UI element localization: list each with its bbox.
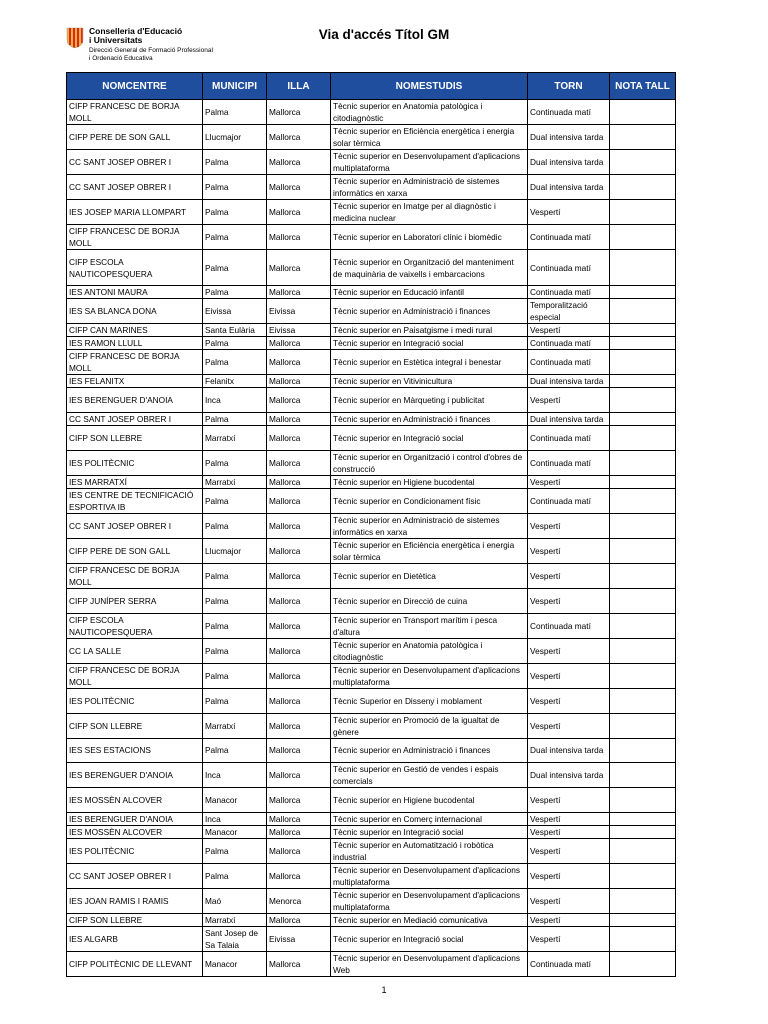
torn-cell: Dual intensiva tarda [528,175,610,200]
illa-cell: Mallorca [267,588,331,613]
torn-cell: Continuada matí [528,952,610,977]
torn-cell: Dual intensiva tarda [528,413,610,426]
table-row [67,613,676,638]
column-header-illa: ILLA [267,73,331,100]
illa-cell: Mallorca [267,563,331,588]
nota-tall-cell [610,413,676,426]
municipi-cell: Marratxí [203,426,267,451]
torn-cell: Vespertí [528,538,610,563]
estudis-cell: Tècnic superior en Direcció de cuina [331,588,528,613]
estudis-cell: Tècnic superior en Desenvolupament d'aplicacions multiplataforma [331,663,528,688]
torn-cell: Dual intensiva tarda [528,738,610,763]
centre-cell: IES ALGARB [67,927,203,952]
municipi-cell: Palma [203,175,267,200]
table-row [67,475,676,488]
centre-cell: IES MOSSÈN ALCOVER [67,788,203,813]
centre-cell: CC SANT JOSEP OBRER I [67,175,203,200]
centre-cell: CIFP PERE DE SON GALL [67,538,203,563]
illa-cell: Mallorca [267,952,331,977]
centre-cell: IES POLITÈCNIC [67,688,203,713]
nota-tall-cell [610,889,676,914]
torn-cell: Continuada matí [528,337,610,350]
estudis-cell: Tècnic superior en Anatomia patològica i citodiagnòstic [331,100,528,125]
centre-cell: IES CENTRE DE TECNIFICACIÓ ESPORTIVA IB [67,488,203,513]
municipi-cell: Santa Eulària [203,324,267,337]
table-row [67,927,676,952]
estudis-cell: Tècnic superior en Gestió de vendes i espais comercials [331,763,528,788]
illa-cell: Mallorca [267,613,331,638]
torn-cell: Vespertí [528,324,610,337]
centre-cell: CIFP FRANCESC DE BORJA MOLL [67,100,203,125]
table-row [67,688,676,713]
nota-tall-cell [610,588,676,613]
table-row [67,864,676,889]
nota-tall-cell [610,663,676,688]
estudis-cell: Tècnic superior en Laboratori clínic i biomèdic [331,225,528,250]
illa-cell: Mallorca [267,125,331,150]
illa-cell: Mallorca [267,839,331,864]
torn-cell: Vespertí [528,914,610,927]
estudis-cell: Tècnic superior en Organització del manteniment de maquinària de vaixells i embarcacions [331,250,528,286]
nota-tall-cell [610,538,676,563]
nota-tall-cell [610,839,676,864]
illa-cell: Mallorca [267,688,331,713]
illa-cell: Mallorca [267,225,331,250]
illa-cell: Mallorca [267,388,331,413]
table-row [67,713,676,738]
table-row [67,375,676,388]
centre-cell: CIFP JUNÍPER SERRA [67,588,203,613]
estudis-cell: Tècnic superior en Condicionament físic [331,488,528,513]
municipi-cell: Inca [203,813,267,826]
illa-cell: Mallorca [267,914,331,927]
centre-cell: CC SANT JOSEP OBRER I [67,513,203,538]
nota-tall-cell [610,286,676,299]
illa-cell: Mallorca [267,100,331,125]
nota-tall-cell [610,927,676,952]
torn-cell: Vespertí [528,864,610,889]
table-row [67,788,676,813]
torn-cell: Dual intensiva tarda [528,763,610,788]
centre-cell: CC LA SALLE [67,638,203,663]
torn-cell: Vespertí [528,663,610,688]
table-row [67,488,676,513]
torn-cell: Continuada matí [528,613,610,638]
table-row [67,150,676,175]
torn-cell: Temporalització especial [528,299,610,324]
torn-cell: Vespertí [528,927,610,952]
page-title: Via d'accés Títol GM [318,27,450,42]
illa-cell: Mallorca [267,250,331,286]
centre-cell: IES POLITÈCNIC [67,450,203,475]
nota-tall-cell [610,375,676,388]
table-row [67,324,676,337]
torn-cell: Vespertí [528,839,610,864]
illa-cell: Mallorca [267,286,331,299]
estudis-cell: Tècnic superior en Administració i finances [331,413,528,426]
centre-cell: IES SES ESTACIONS [67,738,203,763]
table-row [67,513,676,538]
illa-cell: Mallorca [267,200,331,225]
column-header-nomcentre: NOMCENTRE [67,73,203,100]
estudis-cell: Tècnic superior en Mediació comunicativa [331,914,528,927]
estudis-cell: Tècnic superior en Integració social [331,426,528,451]
nota-tall-cell [610,225,676,250]
centre-cell: IES ANTONI MAURA [67,286,203,299]
centre-cell: IES RAMON LLULL [67,337,203,350]
table-row [67,125,676,150]
municipi-cell: Palma [203,563,267,588]
municipi-cell: Palma [203,337,267,350]
column-header-municipi: MUNICIPI [203,73,267,100]
municipi-cell: Palma [203,100,267,125]
estudis-cell: Tècnic superior en Eficiència energètica i energia solar tèrmica [331,538,528,563]
torn-cell: Continuada matí [528,225,610,250]
nota-tall-cell [610,813,676,826]
nota-tall-cell [610,150,676,175]
nota-tall-cell [610,563,676,588]
nota-tall-cell [610,713,676,738]
torn-cell: Vespertí [528,388,610,413]
illa-cell: Mallorca [267,350,331,375]
table-row [67,299,676,324]
estudis-cell: Tècnic Superior en Disseny i moblament [331,688,528,713]
centre-cell: CIFP CAN MARINES [67,324,203,337]
nota-tall-cell [610,388,676,413]
illa-cell: Mallorca [267,763,331,788]
illa-cell: Mallorca [267,538,331,563]
estudis-cell: Tècnic superior en Higiene bucodental [331,475,528,488]
illa-cell: Eivissa [267,299,331,324]
estudis-cell: Tècnic superior en Automatització i robòtica industrial [331,839,528,864]
conselleria-logo [66,27,226,67]
municipi-cell: Palma [203,738,267,763]
estudis-cell: Tècnic superior en Estètica integral i benestar [331,350,528,375]
municipi-cell: Maó [203,889,267,914]
municipi-cell: Eivissa [203,299,267,324]
estudis-cell: Tècnic superior en Integració social [331,927,528,952]
table-row [67,563,676,588]
logo-department-line1: Direcció General de Formació Professional [89,47,213,54]
nota-tall-cell [610,613,676,638]
centre-cell: CC SANT JOSEP OBRER I [67,150,203,175]
centre-cell: CIFP ESCOLA NAUTICOPESQUERA [67,613,203,638]
nota-tall-cell [610,350,676,375]
nota-tall-cell [610,513,676,538]
illa-cell: Mallorca [267,488,331,513]
centre-cell: CIFP FRANCESC DE BORJA MOLL [67,663,203,688]
table-row [67,738,676,763]
torn-cell: Vespertí [528,638,610,663]
estudis-cell: Tècnic superior en Comerç internacional [331,813,528,826]
centre-cell: CIFP POLITÈCNIC DE LLEVANT [67,952,203,977]
table-row [67,813,676,826]
centre-cell: CIFP PERE DE SON GALL [67,125,203,150]
centre-cell: CIFP FRANCESC DE BORJA MOLL [67,563,203,588]
centre-cell: CIFP SON LLEBRE [67,426,203,451]
municipi-cell: Palma [203,250,267,286]
estudis-cell: Tècnic superior en Administració de sistemes informàtics en xarxa [331,513,528,538]
nota-tall-cell [610,299,676,324]
nota-tall-cell [610,175,676,200]
municipi-cell: Marratxí [203,713,267,738]
estudis-cell: Tècnic superior en Desenvolupament d'aplicacions Web [331,952,528,977]
municipi-cell: Palma [203,613,267,638]
table-row [67,889,676,914]
estudis-cell: Tècnic superior en Promoció de la igualtat de gènere [331,713,528,738]
estudis-cell: Tècnic superior en Administració de sistemes informàtics en xarxa [331,175,528,200]
torn-cell: Vespertí [528,475,610,488]
centre-cell: IES BERENGUER D'ANOIA [67,388,203,413]
centre-cell: IES BERENGUER D'ANOIA [67,813,203,826]
torn-cell: Continuada matí [528,250,610,286]
table-row [67,100,676,125]
municipi-cell: Palma [203,200,267,225]
centre-cell: CC SANT JOSEP OBRER I [67,413,203,426]
municipi-cell: Marratxí [203,914,267,927]
torn-cell: Continuada matí [528,488,610,513]
torn-cell: Continuada matí [528,450,610,475]
estudis-cell: Tècnic superior en Anatomia patològica i citodiagnòstic [331,638,528,663]
centre-cell: CIFP SON LLEBRE [67,914,203,927]
estudis-cell: Tècnic superior en Educació infantil [331,286,528,299]
table-row [67,250,676,286]
table-row [67,588,676,613]
table-row [67,538,676,563]
table-row [67,763,676,788]
nota-tall-cell [610,488,676,513]
nota-tall-cell [610,688,676,713]
estudis-cell: Tècnic superior en Integració social [331,826,528,839]
column-header-nota-tall: NOTA TALL [610,73,676,100]
nota-tall-cell [610,125,676,150]
centre-cell: IES JOAN RAMIS I RAMIS [67,889,203,914]
estudis-cell: Tècnic superior en Desenvolupament d'aplicacions multiplataforma [331,150,528,175]
illa-cell: Mallorca [267,713,331,738]
nota-tall-cell [610,638,676,663]
illa-cell: Menorca [267,889,331,914]
logo-ministry-line1: Conselleria d'Educació [89,26,183,36]
illa-cell: Mallorca [267,826,331,839]
municipi-cell: Palma [203,450,267,475]
municipi-cell: Sant Josep de Sa Talaia [203,927,267,952]
estudis-cell: Tècnic superior en Imatge per al diagnòstic i medicina nuclear [331,200,528,225]
municipi-cell: Llucmajor [203,125,267,150]
torn-cell: Continuada matí [528,350,610,375]
nota-tall-cell [610,337,676,350]
estudis-cell: Tècnic superior en Administració i finances [331,299,528,324]
table-row [67,200,676,225]
logo-department-line2: i Ordenació Educativa [89,55,153,62]
table-header-row [67,73,676,100]
table-row [67,839,676,864]
table-row [67,413,676,426]
estudis-cell: Tècnic superior en Eficiència energètica i energia solar tèrmica [331,125,528,150]
torn-cell: Vespertí [528,713,610,738]
nota-tall-cell [610,475,676,488]
table-row [67,914,676,927]
torn-cell: Vespertí [528,563,610,588]
table-row [67,450,676,475]
nota-tall-cell [610,788,676,813]
torn-cell: Vespertí [528,813,610,826]
illa-cell: Mallorca [267,413,331,426]
logo-ministry-line2: i Universitats [89,35,143,45]
centre-cell: IES MOSSÈN ALCOVER [67,826,203,839]
torn-cell: Vespertí [528,889,610,914]
illa-cell: Mallorca [267,788,331,813]
centre-cell: IES MARRATXÍ [67,475,203,488]
estudis-cell: Tècnic superior en Màrqueting i publicitat [331,388,528,413]
torn-cell: Dual intensiva tarda [528,150,610,175]
torn-cell: Continuada matí [528,100,610,125]
table-row [67,225,676,250]
municipi-cell: Felanitx [203,375,267,388]
illa-cell: Mallorca [267,337,331,350]
municipi-cell: Palma [203,513,267,538]
municipi-cell: Palma [203,688,267,713]
nota-tall-cell [610,100,676,125]
centre-cell: IES POLITÈCNIC [67,839,203,864]
torn-cell: Vespertí [528,688,610,713]
table-row [67,286,676,299]
estudis-cell: Tècnic superior en Desenvolupament d'aplicacions multiplataforma [331,889,528,914]
logo-text [89,27,213,63]
torn-cell: Vespertí [528,200,610,225]
column-header-nomestudis: NOMESTUDIS [331,73,528,100]
municipi-cell: Palma [203,286,267,299]
illa-cell: Mallorca [267,813,331,826]
municipi-cell: Palma [203,488,267,513]
centre-cell: CIFP FRANCESC DE BORJA MOLL [67,350,203,375]
illa-cell: Mallorca [267,738,331,763]
municipi-cell: Palma [203,150,267,175]
table-row [67,426,676,451]
table-row [67,952,676,977]
illa-cell: Mallorca [267,475,331,488]
estudis-cell: Tècnic superior en Desenvolupament d'aplicacions multiplataforma [331,864,528,889]
nota-tall-cell [610,914,676,927]
municipi-cell: Palma [203,663,267,688]
centre-cell: IES BERENGUER D'ANOIA [67,763,203,788]
centre-cell: IES JOSEP MARIA LLOMPART [67,200,203,225]
centre-cell: IES FELANITX [67,375,203,388]
nota-tall-cell [610,763,676,788]
illa-cell: Mallorca [267,175,331,200]
municipi-cell: Palma [203,225,267,250]
illa-cell: Mallorca [267,426,331,451]
municipi-cell: Inca [203,763,267,788]
illa-cell: Eivissa [267,927,331,952]
estudis-cell: Tècnic superior en Paisatgisme i medi rural [331,324,528,337]
torn-cell: Continuada matí [528,426,610,451]
centre-cell: CIFP SON LLEBRE [67,713,203,738]
table-row [67,388,676,413]
municipi-cell: Palma [203,588,267,613]
table-row [67,663,676,688]
nota-tall-cell [610,450,676,475]
table-row [67,350,676,375]
illa-cell: Mallorca [267,375,331,388]
nota-tall-cell [610,738,676,763]
page-number: 1 [381,985,387,995]
nota-tall-cell [610,826,676,839]
illa-cell: Eivissa [267,324,331,337]
estudis-cell: Tècnic superior en Vitivinicultura [331,375,528,388]
municipi-cell: Llucmajor [203,538,267,563]
estudis-cell: Tècnic superior en Integració social [331,337,528,350]
nota-tall-cell [610,952,676,977]
table-body [67,100,676,977]
municipi-cell: Palma [203,413,267,426]
nota-tall-cell [610,426,676,451]
estudis-cell: Tècnic superior en Dietètica [331,563,528,588]
torn-cell: Vespertí [528,513,610,538]
illa-cell: Mallorca [267,450,331,475]
estudis-cell: Tècnic superior en Organització i control d'obres de construcció [331,450,528,475]
municipi-cell: Palma [203,638,267,663]
municipi-cell: Palma [203,350,267,375]
torn-cell: Vespertí [528,826,610,839]
shield-icon [66,27,84,49]
municipi-cell: Marratxí [203,475,267,488]
nota-tall-cell [610,250,676,286]
estudis-cell: Tècnic superior en Transport marítim i pesca d'altura [331,613,528,638]
illa-cell: Mallorca [267,150,331,175]
nota-tall-cell [610,200,676,225]
centre-cell: IES SA BLANCA DONA [67,299,203,324]
column-header-torn: TORN [528,73,610,100]
municipi-cell: Inca [203,388,267,413]
centre-cell: CIFP ESCOLA NAUTICOPESQUERA [67,250,203,286]
torn-cell: Dual intensiva tarda [528,125,610,150]
municipi-cell: Manacor [203,788,267,813]
estudis-cell: Tècnic superior en Administració i finances [331,738,528,763]
table-row [67,337,676,350]
municipi-cell: Manacor [203,826,267,839]
table-row [67,638,676,663]
illa-cell: Mallorca [267,663,331,688]
torn-cell: Dual intensiva tarda [528,375,610,388]
torn-cell: Vespertí [528,588,610,613]
nota-tall-cell [610,864,676,889]
torn-cell: Vespertí [528,788,610,813]
illa-cell: Mallorca [267,513,331,538]
illa-cell: Mallorca [267,638,331,663]
nota-tall-cell [610,324,676,337]
table-row [67,175,676,200]
illa-cell: Mallorca [267,864,331,889]
centre-cell: CC SANT JOSEP OBRER I [67,864,203,889]
estudis-cell: Tècnic superior en Higiene bucodental [331,788,528,813]
municipi-cell: Palma [203,839,267,864]
centre-cell: CIFP FRANCESC DE BORJA MOLL [67,225,203,250]
municipi-cell: Palma [203,864,267,889]
table-row [67,826,676,839]
municipi-cell: Manacor [203,952,267,977]
torn-cell: Continuada matí [528,286,610,299]
results-table [66,72,676,977]
